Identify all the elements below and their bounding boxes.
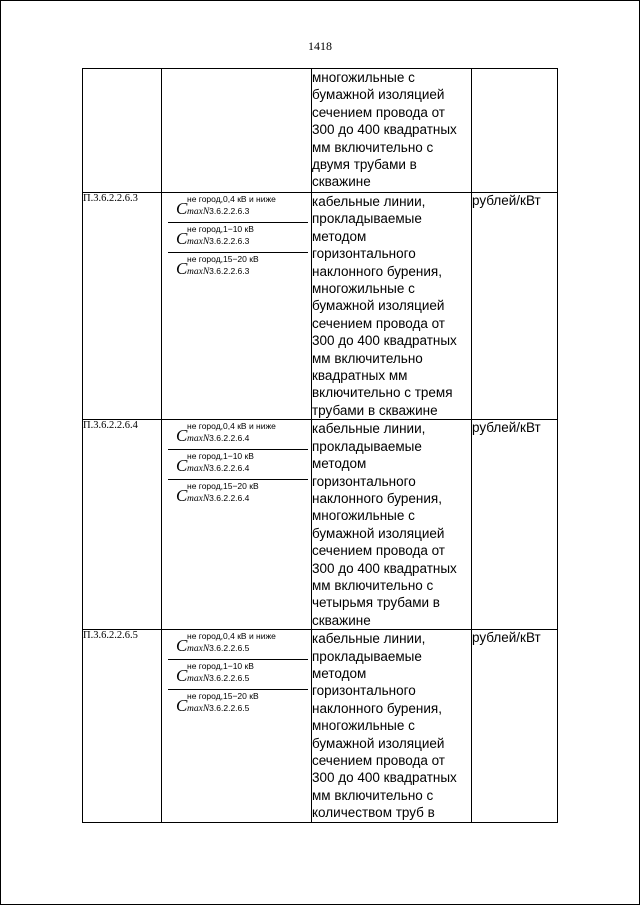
formula-subscript-index: 3.6.2.2.6.5 [209, 673, 250, 684]
formula-superscript: не город,1−10 кВ [187, 451, 254, 462]
tariff-formula [168, 660, 308, 690]
row-formulas [162, 69, 312, 193]
formula-subscript-var: maxN [187, 494, 210, 505]
description-line: наклонного бурения, [312, 700, 442, 716]
formula-subscript [187, 266, 249, 277]
description-line: 300 до 400 квадратных [312, 560, 457, 576]
formula-subscript [187, 433, 249, 444]
tariff-formula [168, 193, 308, 223]
description-line: мм включительно с [312, 577, 434, 593]
row-code: П.3.6.2.2.6.3 [83, 193, 162, 420]
formula-subscript [187, 463, 249, 474]
formula-superscript: не город,15−20 кВ [187, 691, 259, 702]
description-line: многожильные с [312, 508, 415, 524]
description-line: многожильные с [312, 718, 415, 734]
formula-symbol: C [176, 259, 188, 278]
description-line: 300 до 400 квадратных [312, 770, 457, 786]
description-line: количеством труб в [312, 805, 435, 821]
formula-subscript-var: maxN [187, 434, 210, 445]
formula-symbol: C [176, 426, 188, 446]
formula-subscript [187, 236, 249, 247]
description-line: горизонтального [312, 246, 416, 262]
formula-subscript-var: maxN [187, 674, 210, 685]
formula-subscript-index: 3.6.2.2.6.4 [209, 463, 250, 474]
formula-subscript [187, 206, 249, 217]
tariff-formula [168, 420, 308, 450]
description-line: 300 до 400 квадратных [312, 122, 457, 138]
description-line: многожильные с [312, 70, 415, 85]
description-line: скважине [312, 612, 371, 628]
formula-subscript-index: 3.6.2.2.6.3 [209, 206, 250, 216]
description-line: сечением провода от [312, 315, 445, 331]
formula-subscript-index: 3.6.2.2.6.3 [209, 266, 250, 276]
description-line: горизонтального [312, 683, 416, 699]
description-line: бумажной изоляцией [312, 87, 445, 103]
description-line: многожильные с [312, 281, 415, 297]
row-code [83, 69, 162, 193]
formula-superscript: не город,1−10 кВ [187, 661, 254, 672]
formula-superscript: не город,1−10 кВ [187, 224, 254, 234]
table-row [83, 193, 558, 420]
formula-subscript [187, 643, 249, 654]
formula-subscript-index: 3.6.2.2.6.5 [209, 643, 250, 654]
description-line: прокладываемые [312, 211, 422, 227]
tariff-table [82, 68, 558, 823]
row-unit: рублей/кВт [472, 193, 558, 420]
formula-symbol: C [176, 199, 188, 218]
description-line: мм включительно [312, 350, 423, 366]
formula-subscript-var: maxN [187, 237, 210, 247]
description-line: мм включительно с [312, 139, 434, 155]
description-line: сечением провода от [312, 104, 445, 120]
table-row [83, 420, 558, 630]
formula-subscript-index: 3.6.2.2.6.4 [209, 493, 250, 504]
description-line: прокладываемые [312, 438, 422, 454]
formula-subscript-var: maxN [187, 644, 210, 655]
description-line: наклонного бурения, [312, 490, 442, 506]
description-line: кабельные линии, [312, 194, 426, 209]
tariff-formula [168, 480, 308, 510]
row-unit [472, 69, 558, 193]
row-unit: рублей/кВт [472, 420, 558, 630]
description-line: скважине [312, 174, 371, 190]
description-line: включительно с тремя [312, 385, 453, 401]
formula-symbol: C [176, 486, 188, 506]
description-line: четырьмя трубами в [312, 595, 440, 611]
description-line: кабельные линии, [312, 631, 426, 647]
tariff-formula [168, 253, 308, 283]
formula-symbol: C [176, 229, 188, 248]
formula-subscript-var: maxN [187, 207, 210, 217]
formula-superscript: не город,15−20 кВ [187, 254, 259, 264]
description-line: бумажной изоляцией [312, 735, 445, 751]
description-line: методом [312, 228, 367, 244]
row-description [312, 630, 472, 823]
formula-subscript-var: maxN [187, 267, 210, 277]
description-line: бумажной изоляцией [312, 525, 445, 541]
formula-subscript [187, 673, 249, 684]
table-row [83, 630, 558, 823]
formula-subscript-index: 3.6.2.2.6.3 [209, 236, 250, 246]
tariff-table-body [83, 69, 558, 823]
tariff-formula [168, 450, 308, 480]
row-formulas [162, 420, 312, 630]
description-line: методом [312, 665, 367, 681]
formula-symbol: C [176, 456, 188, 476]
description-line: мм включительно с [312, 787, 434, 803]
description-line: трубами в скважине [312, 402, 438, 418]
description-line: прокладываемые [312, 648, 422, 664]
tariff-formula [168, 690, 308, 720]
description-line: 300 до 400 квадратных [312, 333, 457, 349]
description-line: методом [312, 456, 367, 472]
formula-symbol: C [176, 666, 188, 686]
page-number: 1418 [308, 39, 332, 53]
table-row [83, 69, 558, 193]
row-description [312, 193, 472, 420]
description-line: сечением провода от [312, 753, 445, 768]
description-line: кабельные линии, [312, 421, 426, 437]
formula-subscript-index: 3.6.2.2.6.4 [209, 433, 250, 444]
formula-superscript: не город,0,4 кВ и ниже [187, 194, 276, 204]
description-line: сечением провода от [312, 543, 445, 559]
formula-symbol: C [176, 636, 188, 656]
row-code: П.3.6.2.2.6.4 [83, 420, 162, 630]
formula-subscript-var: maxN [187, 704, 210, 715]
row-unit: рублей/кВт [472, 630, 558, 823]
row-description [312, 69, 472, 193]
formula-subscript-index: 3.6.2.2.6.5 [209, 703, 250, 714]
row-code: П.3.6.2.2.6.5 [83, 630, 162, 823]
description-line: квадратных мм [312, 368, 408, 384]
tariff-formula [168, 223, 308, 253]
formula-subscript [187, 493, 249, 504]
formula-subscript-var: maxN [187, 464, 210, 475]
formula-superscript: не город,15−20 кВ [187, 481, 259, 492]
formula-symbol: C [176, 696, 188, 716]
description-line: двумя трубами в [312, 157, 417, 173]
row-formulas [162, 630, 312, 823]
description-line: горизонтального [312, 473, 416, 489]
formula-subscript [187, 703, 249, 714]
row-formulas [162, 193, 312, 420]
tariff-formula [168, 630, 308, 660]
description-line: наклонного бурения, [312, 263, 442, 279]
formula-superscript: не город,0,4 кВ и ниже [187, 631, 276, 642]
description-line: бумажной изоляцией [312, 298, 445, 314]
row-description [312, 420, 472, 630]
formula-superscript: не город,0,4 кВ и ниже [187, 421, 276, 432]
